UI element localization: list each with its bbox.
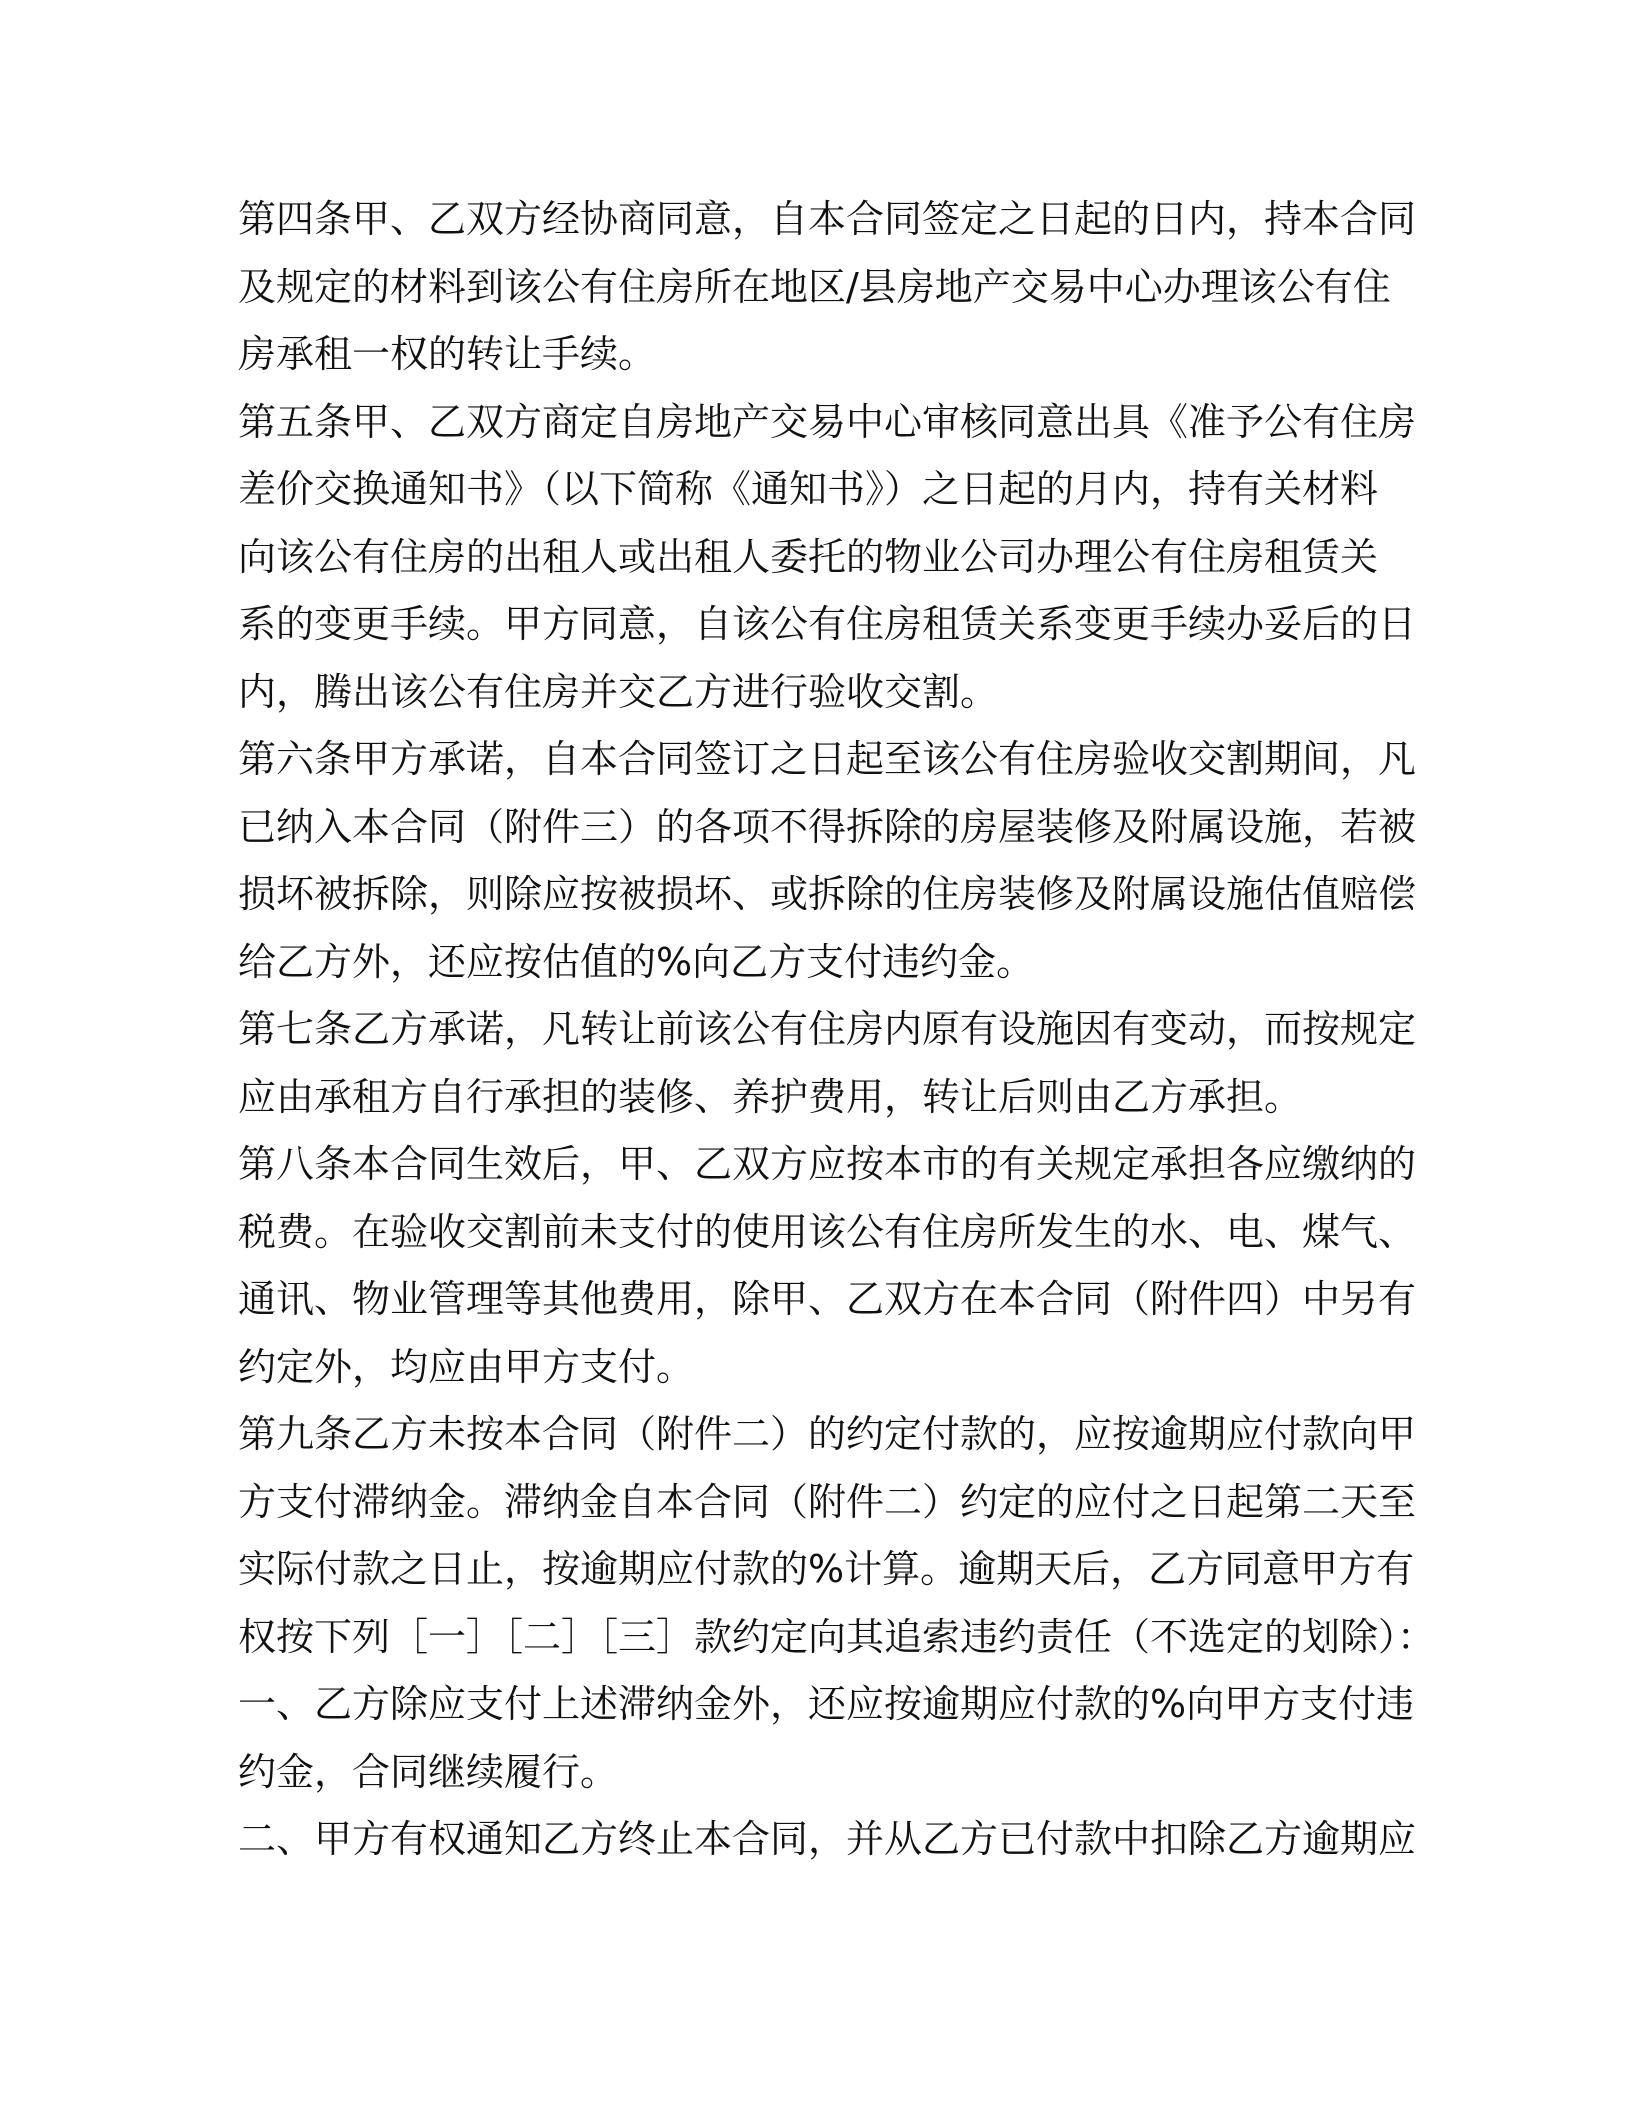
text-line: 方支付滞纳金。滞纳金自本合同（附件二）约定的应付之日起第二天至 — [238, 1479, 1417, 1524]
text-line: 第六条甲方承诺，自本合同签订之日起至该公有住房验收交割期间，凡 — [238, 737, 1417, 781]
text-line: 第四条甲、乙双方经协商同意，自本合同签定之日起的日内，持本合同 — [238, 197, 1417, 241]
text-line: 及规定的材料到该公有住房所在地区/县房地产交易中心办理该公有住 — [238, 264, 1391, 309]
text-line: 第八条本合同生效后，甲、乙双方应按本市的有关规定承担各应缴纳的 — [238, 1142, 1417, 1186]
text-line: 实际付款之日止，按逾期应付款的%计算。逾期天后，乙方同意甲方有 — [238, 1547, 1415, 1591]
text-line: 应由承租方自行承担的装修、养护费用，转让后则由乙方承担。 — [238, 1074, 1303, 1119]
text-line: 差价交换通知书》（以下简称《通知书》）之日起的月内，持有关材料 — [238, 467, 1379, 511]
text-line: 已纳入本合同（附件三）的各项不得拆除的房屋装修及附属设施，若被 — [238, 804, 1417, 849]
text-line: 内，腾出该公有住房并交乙方进行验收交割。 — [238, 669, 999, 714]
text-line: 通讯、物业管理等其他费用，除甲、乙双方在本合同（附件四）中另有 — [238, 1277, 1417, 1321]
text-line: 给乙方外，还应按估值的%向乙方支付违约金。 — [238, 939, 1035, 984]
text-line: 向该公有住房的出租人或出租人委托的物业公司办理公有住房租赁关 — [238, 534, 1379, 579]
text-line: 约金，合同继续履行。 — [238, 1749, 619, 1794]
text-line: 第五条甲、乙双方商定自房地产交易中心审核同意出具《准予公有住房 — [238, 399, 1417, 444]
text-line: 房承租一权的转让手续。 — [238, 332, 657, 376]
text-line: 权按下列［一］［二］［三］款约定向其追索违约责任（不选定的划除）： — [238, 1614, 1436, 1659]
text-line: 税费。在验收交割前未支付的使用该公有住房所发生的水、电、煤气、 — [238, 1209, 1417, 1254]
text-line: 系的变更手续。甲方同意，自该公有住房租赁关系变更手续办妥后的日 — [238, 602, 1417, 646]
text-line: 损坏被拆除，则除应按被损坏、或拆除的住房装修及附属设施估值赔偿 — [238, 872, 1417, 916]
text-line: 一、乙方除应支付上述滞纳金外，还应按逾期应付款的%向甲方支付违 — [238, 1682, 1415, 1726]
contract-body — [238, 186, 1436, 1874]
text-line: 第七条乙方承诺，凡转让前该公有住房内原有设施因有变动，而按规定 — [238, 1007, 1417, 1051]
text-line: 第九条乙方未按本合同（附件二）的约定付款的，应按逾期应付款向甲 — [238, 1412, 1417, 1456]
text-line: 约定外，均应由甲方支付。 — [238, 1344, 695, 1389]
text-line: 二、甲方有权通知乙方终止本合同，并从乙方已付款中扣除乙方逾期应 — [238, 1817, 1417, 1861]
